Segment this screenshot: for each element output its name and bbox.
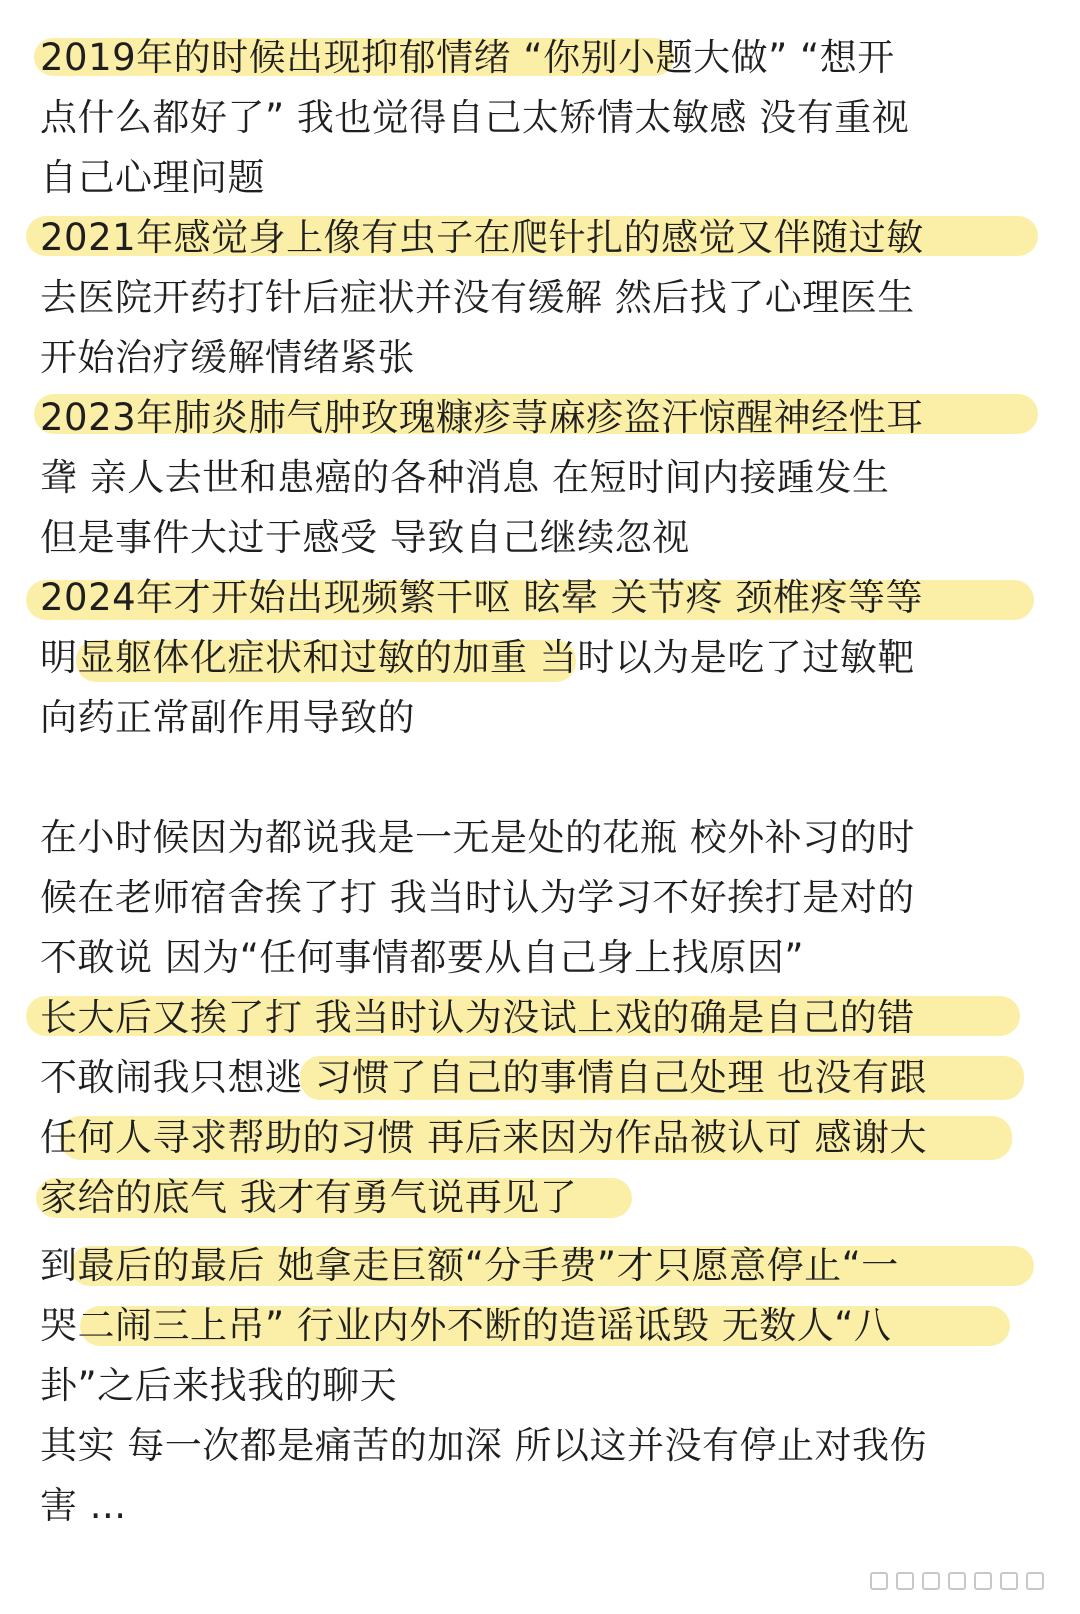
watermark-block-icon [1026, 1572, 1044, 1590]
watermark-block-icon [896, 1572, 914, 1590]
text-line: 害 ... [40, 1484, 127, 1527]
watermark-block-icon [974, 1572, 992, 1590]
watermark-block-icon [922, 1572, 940, 1590]
text-line: 点什么都好了” 我也觉得自己太矫情太敏感 没有重视 [40, 96, 910, 139]
text-line: 明显躯体化症状和过敏的加重 当时以为是吃了过敏靶 [40, 636, 915, 679]
text-line: 不敢说 因为“任何事情都要从自己身上找原因” [40, 936, 805, 979]
text-line: 长大后又挨了打 我当时认为没试上戏的确是自己的错 [40, 996, 915, 1039]
text-line: 2019年的时候出现抑郁情绪 “你别小题大做” “想开 [40, 36, 895, 79]
text-line: 自己心理问题 [40, 156, 265, 199]
text-line: 聋 亲人去世和患癌的各种消息 在短时间内接踵发生 [40, 456, 890, 499]
text-line: 哭二闹三上吊” 行业内外不断的造谣诋毁 无数人“八 [40, 1304, 892, 1347]
text-line: 但是事件大过于感受 导致自己继续忽视 [40, 516, 690, 559]
watermark-block-icon [1000, 1572, 1018, 1590]
text-line: 2024年才开始出现频繁干呕 眩晕 关节疼 颈椎疼等等 [40, 576, 923, 619]
text-line: 2023年肺炎肺气肿玫瑰糠疹荨麻疹盗汗惊醒神经性耳 [40, 396, 924, 439]
text-line: 卦”之后来找我的聊天 [40, 1364, 398, 1407]
text-line: 不敢闹我只想逃 习惯了自己的事情自己处理 也没有跟 [40, 1056, 928, 1099]
watermark-block-icon [948, 1572, 966, 1590]
text-line: 其实 每一次都是痛苦的加深 所以这并没有停止对我伤 [40, 1424, 928, 1467]
text-line: 任何人寻求帮助的习惯 再后来因为作品被认可 感谢大 [40, 1116, 928, 1159]
watermark-block-icon [870, 1572, 888, 1590]
watermark [870, 1572, 1044, 1590]
text-line: 在小时候因为都说我是一无是处的花瓶 校外补习的时 [40, 816, 915, 859]
text-line: 候在老师宿舍挨了打 我当时认为学习不好挨打是对的 [40, 876, 915, 919]
text-line: 去医院开药打针后症状并没有缓解 然后找了心理医生 [40, 276, 915, 319]
text-line: 到最后的最后 她拿走巨额“分手费”才只愿意停止“一 [40, 1244, 899, 1287]
text-line: 2021年感觉身上像有虫子在爬针扎的感觉又伴随过敏 [40, 216, 924, 259]
text-line: 开始治疗缓解情绪紧张 [40, 336, 415, 379]
text-line: 家给的底气 我才有勇气说再见了 [40, 1176, 578, 1219]
text-line: 向药正常副作用导致的 [40, 696, 415, 739]
